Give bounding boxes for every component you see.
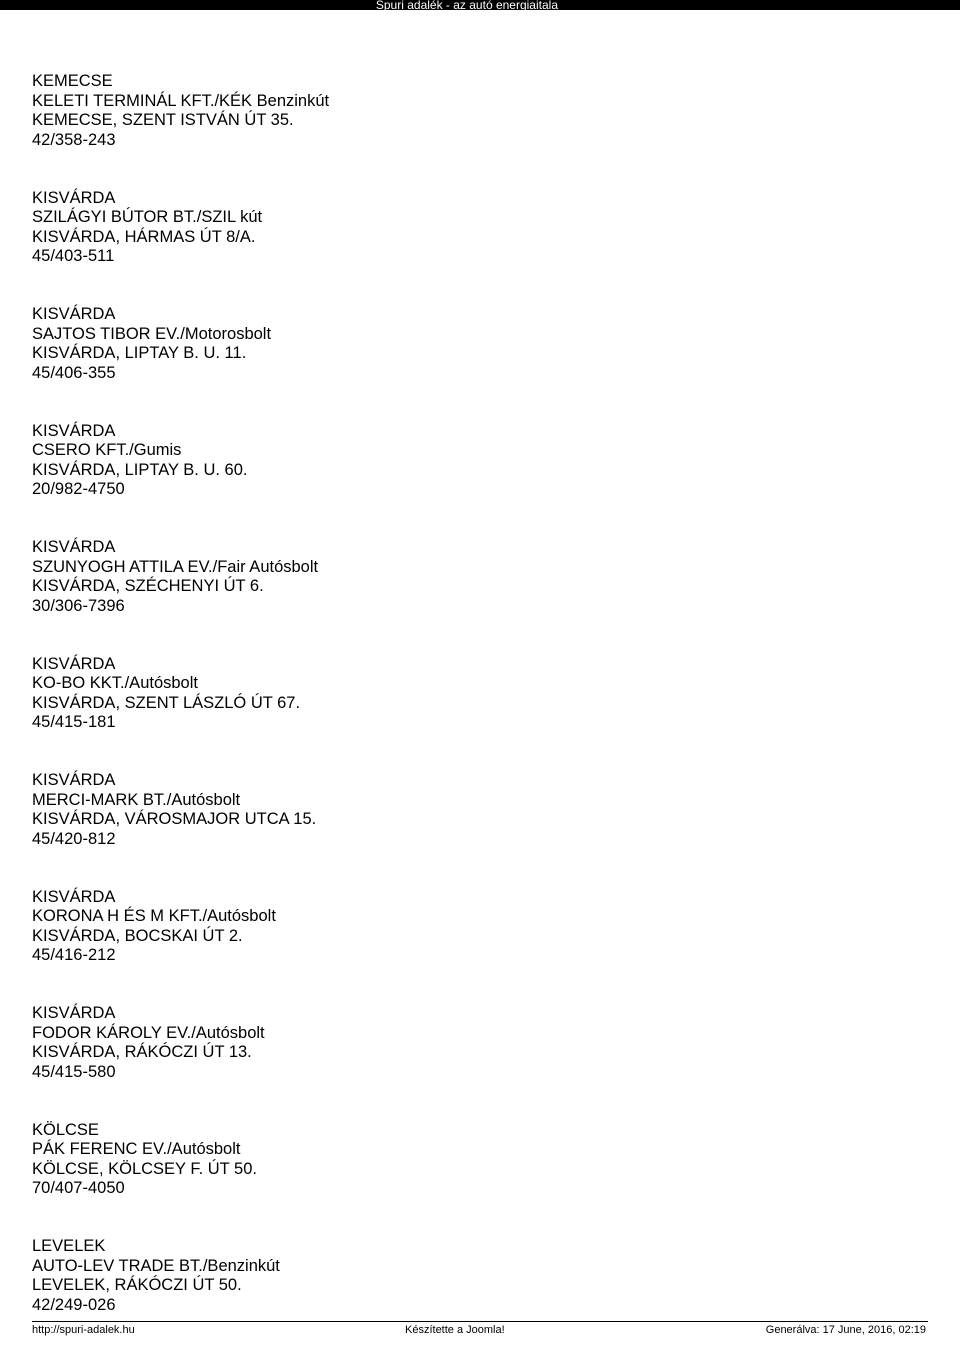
list-item	[32, 189, 932, 267]
entry-address: KISVÁRDA, RÁKÓCZI ÚT 13.	[32, 1043, 252, 1061]
list-item	[32, 888, 932, 966]
entry-name: KO-BO KKT./Autósbolt	[32, 674, 198, 692]
entry-city: KEMECSE	[32, 72, 113, 90]
entry-name: KELETI TERMINÁL KFT./KÉK Benzinkút	[32, 91, 330, 110]
entry-name: SAJTOS TIBOR EV./Motorosbolt	[32, 324, 272, 343]
entry-city: KISVÁRDA	[32, 771, 116, 789]
site-title: Spuri adalék - az autó energiaitala	[375, 0, 558, 12]
entry-address: KISVÁRDA, LIPTAY B. U. 11.	[32, 344, 247, 362]
entry-city: KISVÁRDA	[32, 421, 116, 440]
footer-made-with: Készítette a Joomla!	[405, 1324, 505, 1336]
entry-phone: 70/407-4050	[32, 1179, 125, 1197]
entry-address: KEMECSE, SZENT ISTVÁN ÚT 35.	[32, 111, 294, 129]
list-item	[32, 1121, 932, 1199]
entry-address: KISVÁRDA, VÁROSMAJOR UTCA 15.	[32, 810, 317, 828]
footer-divider	[32, 1321, 928, 1322]
entry-address: LEVELEK, RÁKÓCZI ÚT 50.	[32, 1276, 242, 1294]
list-item	[32, 305, 932, 383]
entry-address: KISVÁRDA, HÁRMAS ÚT 8/A.	[32, 227, 256, 246]
entry-address: KISVÁRDA, LIPTAY B. U. 60.	[32, 460, 248, 479]
list-item	[32, 1004, 932, 1082]
entry-phone: 45/403-511	[32, 247, 115, 265]
entry-phone: 20/982-4750	[32, 480, 125, 498]
entry-city: LEVELEK	[32, 1237, 106, 1255]
dealer-list	[32, 72, 932, 1354]
entry-city: KISVÁRDA	[32, 654, 116, 673]
entry-name: SZILÁGYI BÚTOR BT./SZIL kút	[32, 208, 263, 226]
entry-name: AUTO-LEV TRADE BT./Benzinkút	[32, 1256, 280, 1275]
entry-phone: 45/415-580	[32, 1062, 116, 1081]
entry-phone: 42/358-243	[32, 130, 116, 149]
list-item	[32, 771, 932, 849]
entry-phone: 45/420-812	[32, 829, 116, 848]
entry-phone: 45/406-355	[32, 363, 116, 382]
entry-city: KISVÁRDA	[32, 538, 116, 556]
entry-name: MERCI-MARK BT./Autósbolt	[32, 790, 241, 809]
entry-city: KISVÁRDA	[32, 1004, 116, 1022]
entry-address: KISVÁRDA, SZÉCHENYI ÚT 6.	[32, 577, 264, 595]
list-item	[32, 655, 932, 733]
list-item	[32, 538, 932, 616]
list-item	[32, 72, 932, 150]
entry-address: KISVÁRDA, SZENT LÁSZLÓ ÚT 67.	[32, 693, 301, 712]
entry-city: KÖLCSE	[32, 1120, 99, 1139]
page-footer	[32, 1323, 928, 1337]
entry-name: PÁK FERENC EV./Autósbolt	[32, 1140, 241, 1158]
entry-city: KISVÁRDA	[32, 188, 116, 207]
entry-address: KISVÁRDA, BOCSKAI ÚT 2.	[32, 926, 243, 945]
entry-city: KISVÁRDA	[32, 887, 116, 906]
list-item	[32, 1237, 932, 1315]
entry-name: SZUNYOGH ATTILA EV./Fair Autósbolt	[32, 557, 319, 576]
entry-name: CSERO KFT./Gumis	[32, 441, 182, 459]
footer-generated: Generálva: 17 June, 2016, 02:19	[765, 1324, 926, 1336]
footer-url[interactable]: http://spuri-adalek.hu	[32, 1324, 135, 1336]
entry-name: FODOR KÁROLY EV./Autósbolt	[32, 1023, 265, 1042]
entry-phone: 30/306-7396	[32, 596, 125, 615]
entry-phone: 42/249-026	[32, 1295, 116, 1314]
entry-phone: 45/416-212	[32, 946, 116, 964]
entry-name: KORONA H ÉS M KFT./Autósbolt	[32, 907, 276, 925]
list-item	[32, 422, 932, 500]
entry-city: KISVÁRDA	[32, 305, 116, 323]
entry-address: KÖLCSE, KÖLCSEY F. ÚT 50.	[32, 1159, 257, 1178]
entry-phone: 45/415-181	[32, 713, 116, 731]
header-bar	[0, 0, 960, 10]
